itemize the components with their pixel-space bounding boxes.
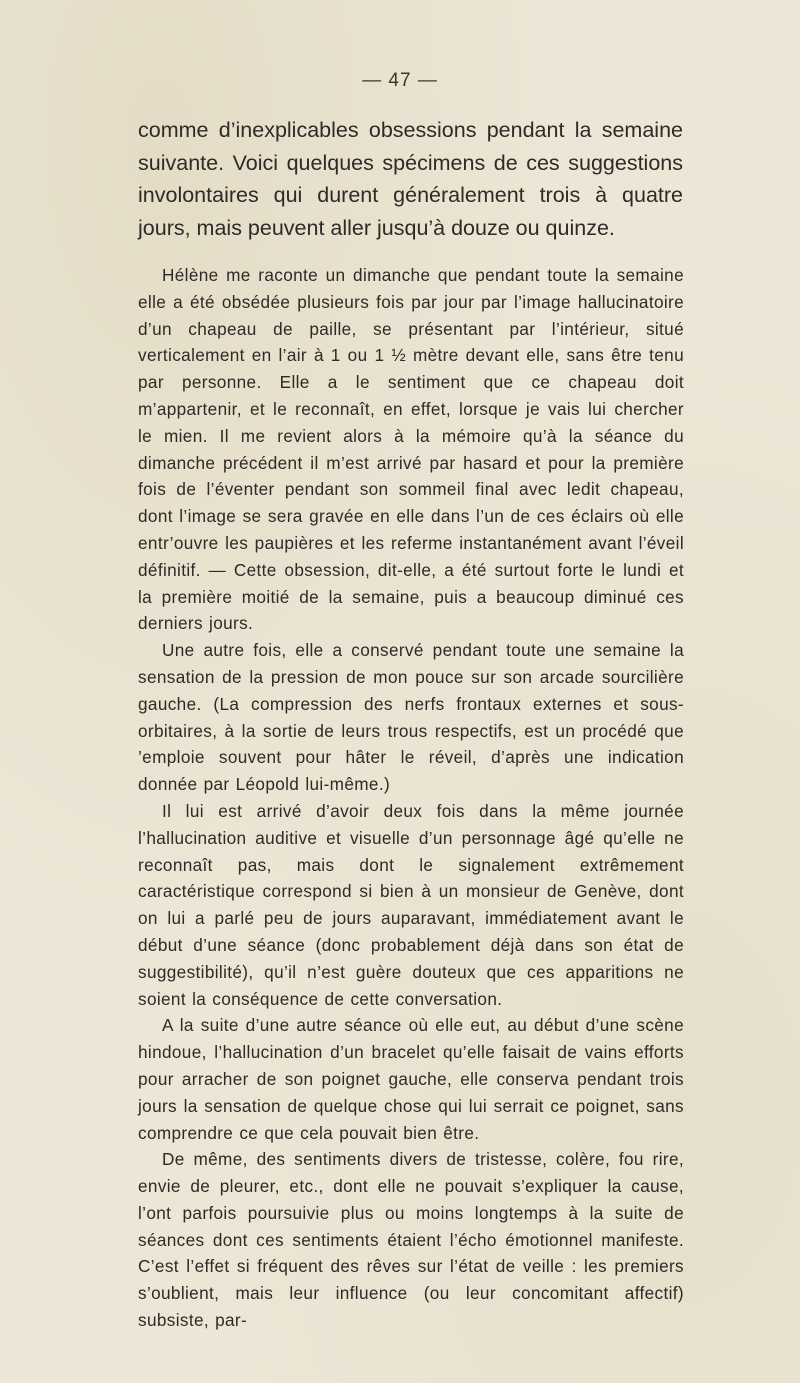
body-text [138, 262, 684, 1334]
paragraph-pouce: Une autre fois, elle a conservé pendant toute une semaine la sensation de la pression de mon pouce sur son arcade sourcilière gauche. (La compression des nerfs frontaux externes et sous-orbitaires, à la sortie de leurs trous respectifs, est un procédé que ’emploie souvent pour hâter le réveil, d’après une indication donnée par Léopold lui-même.) [138, 640, 684, 795]
paragraph-chapeau: Hélène me raconte un dimanche que pendant toute la semaine elle a été obsédée plusieurs fois par jour par l’image hallucinatoire d’un chapeau de paille, se présentant par l’intérieur, situé verticalement en l’air à 1 ou 1 ½ mètre devant elle, sans être tenu par personne. Elle a le sentiment que ce chapeau doit m’appartenir, et le reconnaît, en effet, lorsque je vais lui chercher le mien. Il me revient alors à la mémoire qu’à la séance du dimanche précédent il m’est arrivé par hasard et pour la première fois de l’éventer pendant son sommeil final avec ledit chapeau, dont l’image se sera gravée en elle dans l’un de ces éclairs où elle entr’ouvre les paupières et les referme instantanément avant l’éveil définitif. — Cette obsession, dit-elle, a été surtout forte le lundi et la première moitié de la semaine, puis a beaucoup diminué ces derniers jours. [138, 265, 684, 634]
intro-paragraph: comme d’inexplicables obsessions pendant la semaine suivante. Voici quelques spécimens de ces suggestions involontaires qui durent généralement trois à quatre jours, mais peuvent aller jusqu’à douze ou quinze. [138, 118, 683, 240]
paragraph-bracelet: A la suite d’une autre séance où elle eut, au début d’une scène hindoue, l’hallucination d’un bracelet qu’elle faisait de vains efforts pour arracher de son poignet gauche, elle conserva pendant trois jours la sensation de quelque chose qui lui serrait ce poignet, sans comprendre ce que cela pouvait bien être. [138, 1015, 684, 1143]
page-number: — 47 — [362, 70, 438, 91]
paragraph-personnage: Il lui est arrivé d’avoir deux fois dans la même journée l’hallucination auditive et visuelle d’un personnage âgé qu’elle ne reconnaît pas, mais dont le signalement extrêmement caractéristique correspond si bien à un monsieur de Genève, dont on lui a parlé peu de jours auparavant, immédiatement avant le début d’une séance (donc probablement déjà dans son état de suggestibilité), qu’il n’est guère douteux que ces apparitions ne soient la conséquence de cette conversation. [138, 800, 684, 1009]
paragraph-sentiments: De même, des sentiments divers de tristesse, colère, fou rire, envie de pleurer, etc., dont elle ne pouvait s’expliquer la cause, l’ont parfois poursuivie plus ou moins longtemps à la suite de séances dont ces sentiments étaient l’écho émotionnel manifeste. C’est l’effet si fréquent des rêves sur l’état de veille : les premiers s’oublient, mais leur influence (ou leur concomitant affectif) subsiste, par- [138, 1149, 684, 1331]
